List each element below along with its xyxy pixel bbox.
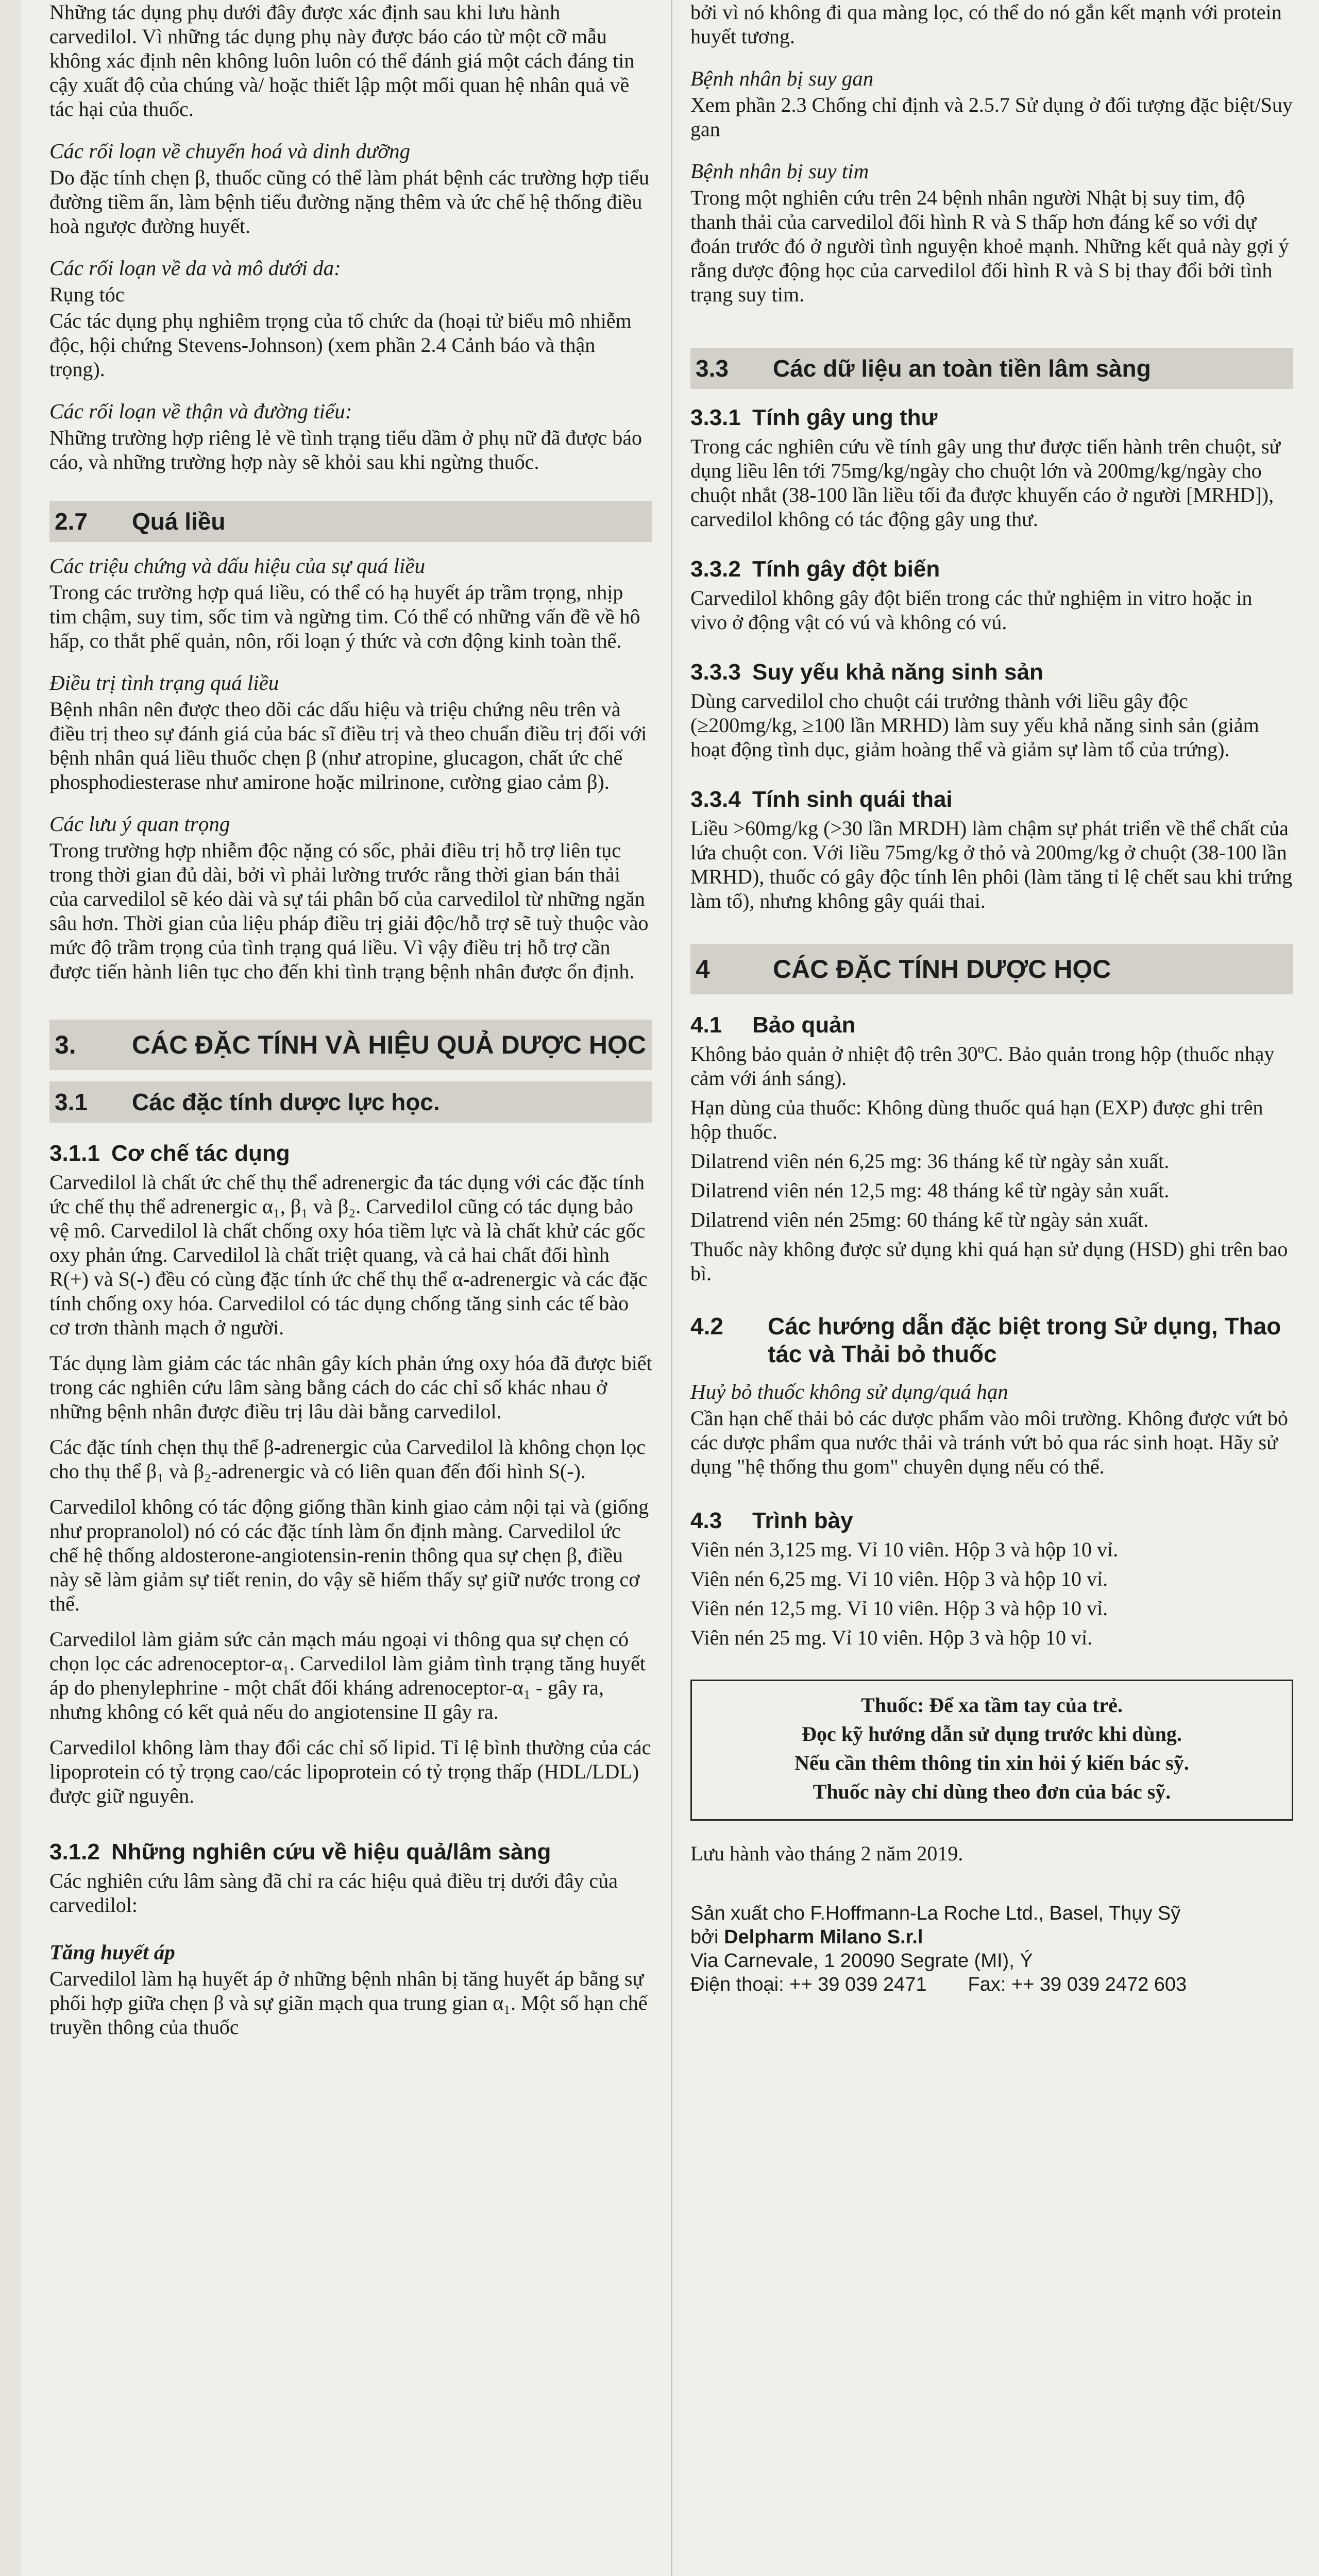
section-number: 3.3.3 <box>690 659 741 685</box>
liver-heading: Bệnh nhân bị suy gan <box>690 66 874 90</box>
overdose-treatment-heading: Điều trị tình trạng quá liều <box>49 671 279 694</box>
hypertension-heading: Tăng huyết áp <box>49 1940 175 1964</box>
section-title: Tính sinh quái thai <box>752 787 953 812</box>
section-number: 3.1.2 <box>49 1839 100 1865</box>
disposal-heading: Huỷ bỏ thuốc không sử dụng/quá hạn <box>690 1380 1008 1403</box>
mutagenicity-text: Carvedilol không gây đột biến trong các thử nghiệm in vitro hoặc in vivo ở động vật có vú và không có vú. <box>690 586 1253 634</box>
section-number: 3.3 <box>696 355 729 382</box>
section-title: Trình bày <box>752 1508 853 1533</box>
pack-item: Viên nén 3,125 mg. Vỉ 10 viên. Hộp 3 và hộp 10 vỉ. <box>690 1538 1119 1561</box>
section-number: 3.1.1 <box>49 1141 100 1166</box>
right-column <box>690 0 1293 1996</box>
section-3-1-1-heading <box>49 1140 652 1167</box>
warning-line: Thuốc: Để xa tầm tay của trẻ. <box>861 1693 1123 1717</box>
section-title: Tính gây ung thư <box>752 405 938 430</box>
clinical-intro: Các nghiên cứu lâm sàng đã chỉ ra các hiệu quả điều trị dưới đây của carvedilol: <box>49 1869 618 1917</box>
hsd-text: Thuốc này không được sử dụng khi quá hạn sử dụng (HSD) ghi trên bao bì. <box>690 1238 1288 1285</box>
manufacturer-name: Delpharm Milano S.r.l <box>724 1926 923 1948</box>
manufacturer-contact <box>690 1973 1293 1996</box>
shelf-life-item: Dilatrend viên nén 6,25 mg: 36 tháng kể từ ngày sản xuất. <box>690 1149 1170 1173</box>
expiry-text: Hạn dùng của thuốc: Không dùng thuốc quá hạn (EXP) được ghi trên hộp thuốc. <box>690 1096 1263 1143</box>
manufacturer-by-line <box>690 1925 1293 1949</box>
column-divider <box>671 0 672 2576</box>
pack-item: Viên nén 25 mg. Vỉ 10 viên. Hộp 3 và hộp 10 vỉ. <box>690 1626 1093 1649</box>
section-number: 3.3.4 <box>690 787 741 812</box>
section-3-3-3-heading <box>690 659 1293 686</box>
section-number: 3.3.2 <box>690 556 741 582</box>
liver-text: Xem phần 2.3 Chống chỉ định và 2.5.7 Sử dụng ở đối tượng đặc biệt/Suy gan <box>690 93 1293 141</box>
section-3-3-2-heading <box>690 556 1293 583</box>
section-number: 4.1 <box>690 1012 722 1038</box>
carcinogenicity-text: Trong các nghiên cứu về tính gây ung thư được tiến hành trên chuột, sử dụng liều lên tới 75mg/kg/ngày cho chuột lớn và 200mg/kg/ngày cho chuột nhắt (38-100 lần liều tối đa được khuyến cáo ở người [MRHD]), carvedilol không có tác động gây ung thư. <box>690 435 1281 531</box>
overdose-symptoms-text: Trong các trường hợp quá liều, có thể có hạ huyết áp trầm trọng, nhịp tim chậm, suy tim, sốc tim và ngừng tim. Có thể có những vấn đề về hô hấp, co thắt phế quản, nôn, rối loạn ý thức và cơn động kinh toàn thể. <box>49 581 640 652</box>
metabolism-text: Do đặc tính chẹn β, thuốc cũng có thể làm phát bệnh các trường hợp tiểu đường tiềm ẩn, làm bệnh tiểu đường nặng thêm và ức chế hệ thống điều hoà ngược đường huyết. <box>49 166 649 238</box>
section-3-1-2-heading <box>49 1839 652 1866</box>
section-title: Các dữ liệu an toàn tiền lâm sàng <box>773 355 1151 382</box>
section-2-7-heading <box>49 501 652 542</box>
scan-edge <box>0 0 21 2576</box>
section-3-heading <box>49 1020 652 1070</box>
heart-failure-text: Trong một nghiên cứu trên 24 bệnh nhân người Nhật bị suy tim, độ thanh thải của carvedilol đối hình R và S thấp hơn đáng kể so với dự đoán trước đó ở người tình nguyện khoẻ mạnh. Những kết quả này gợi ý rằng dược động học của carvedilol đối hình R và S bị thay đổi bởi tình trạng suy tim. <box>690 186 1289 306</box>
top-continuation-text: bởi vì nó không đi qua màng lọc, có thể do nó gắn kết mạnh với protein huyết tương. <box>690 1 1282 48</box>
section-3-1-heading <box>49 1081 652 1123</box>
fertility-text: Dùng carvedilol cho chuột cái trưởng thành với liều gây độc (≥200mg/kg, ≥100 lần MRHD) làm suy yếu khả năng sinh sản (giảm hoạt động tình dục, giảm hoàng thể và giảm sự làm tổ của trứng). <box>690 689 1259 761</box>
skin-heading: Các rối loạn về da và mô dưới da: <box>49 256 341 280</box>
warning-line: Đọc kỹ hướng dẫn sử dụng trước khi dùng. <box>802 1722 1182 1745</box>
manufacturer-fax: Fax: ++ 39 039 2472 603 <box>968 1974 1187 1995</box>
manufacturer-by: bởi <box>690 1926 724 1948</box>
caution-heading: Các lưu ý quan trọng <box>49 812 230 836</box>
section-number: 2.7 <box>55 508 88 535</box>
mechanism-paragraph-1: Carvedilol là chất ức chế thụ thể adrenergic đa tác dụng với các đặc tính ức chế thụ thể adrenergic α₁, β₁ và β₂. Carvedilol cũng có tác dụng bảo vệ mô. Carvedilol là chất chống oxy hóa tiềm lực và là chất khử các gốc oxy phản ứng. Carvedilol là chất triệt quang, và cả hai chất đối hình R(+) và S(-) đều có cùng đặc tính ức chế thụ thể α-adrenergic và các đặc tính chống oxy hóa. Carvedilol có tác dụng chống tăng sinh các tế bào cơ trơn thành mạch ở người. <box>49 1171 648 1339</box>
section-number: 4.2 <box>690 1313 723 1340</box>
section-title: Tính gây đột biến <box>752 556 940 582</box>
storage-text: Không bảo quản ở nhiệt độ trên 30ºC. Bảo quản trong hộp (thuốc nhạy cảm với ánh sáng). <box>690 1042 1275 1090</box>
metabolism-heading: Các rối loạn về chuyển hoá và dinh dưỡng <box>49 139 411 163</box>
mechanism-paragraph-6: Carvedilol không làm thay đổi các chỉ số lipid. Tỉ lệ bình thường của các lipoprotein có tỷ trọng cao/các lipoprotein có tỷ trọng thấp (HDL/LDL) được giữ nguyên. <box>49 1736 651 1807</box>
shelf-life-item: Dilatrend viên nén 25mg: 60 tháng kể từ ngày sản xuất. <box>690 1208 1149 1231</box>
renal-heading: Các rối loạn về thận và đường tiểu: <box>49 399 352 423</box>
shelf-life-item: Dilatrend viên nén 12,5 mg: 48 tháng kể từ ngày sản xuất. <box>690 1179 1170 1202</box>
manufacturer-address: Via Carnevale, 1 20090 Segrate (MI), Ý <box>690 1950 1033 1972</box>
disposal-text: Cần hạn chế thải bỏ các dược phẩm vào môi trường. Không được vứt bỏ các dược phẩm qua nước thải và tránh vứt bỏ qua rác sinh hoạt. Hãy sử dụng "hệ thống thu gom" chuyên dụng nếu có thể. <box>690 1406 1288 1478</box>
section-number: 4 <box>696 955 710 984</box>
section-3-3-1-heading <box>690 404 1293 431</box>
section-title: Các hướng dẫn đặc biệt trong Sử dụng, Thao tác và Thải bỏ thuốc <box>768 1313 1281 1367</box>
overdose-symptoms-heading: Các triệu chứng và dấu hiệu của sự quá liều <box>49 554 426 578</box>
skin-text: Các tác dụng phụ nghiêm trọng của tổ chức da (hoại tử biểu mô nhiễm độc, hội chứng Stevens-Johnson) (xem phần 2.4 Cảnh báo và thận trọng). <box>49 309 632 381</box>
section-4-heading <box>690 944 1293 994</box>
section-title: Cơ chế tác dụng <box>111 1141 290 1166</box>
section-title: Bảo quản <box>752 1012 856 1038</box>
teratogenicity-text: Liều >60mg/kg (>30 lần MRDH) làm chậm sự phát triển về thể chất của lứa chuột con. Với liều 75mg/kg ở thỏ và 200mg/kg ở chuột (38-100 lần MRHD), thuốc có gây độc tính lên phôi (làm tăng tỉ lệ chết sau khi trứng làm tổ), nhưng không gây quái thai. <box>690 817 1293 912</box>
left-column <box>49 0 652 2044</box>
mechanism-paragraph-5: Carvedilol làm giảm sức cản mạch máu ngoại vi thông qua sự chẹn có chọn lọc các adrenoceptor-α₁. Carvedilol làm giảm tình trạng tăng huyết áp do phenylephrine - một chất đối kháng adrenoceptor-α₁ - gây ra, nhưng không có kết quả nếu do angiotensine II gây ra. <box>49 1628 646 1723</box>
warning-box <box>690 1680 1293 1821</box>
section-title: Quá liều <box>132 508 226 535</box>
section-title: CÁC ĐẶC TÍNH DƯỢC HỌC <box>773 955 1111 984</box>
mechanism-paragraph-4: Carvedilol không có tác động giống thần kinh giao cảm nội tại và (giống như propranolol) nó có các đặc tính làm ổn định màng. Carvedilol ức chế hệ thống aldosterone-angiotensin-renin thông qua sự chẹn β, điều này sẽ làm giảm sự tiết renin, do vậy sẽ hiếm thấy sự giữ nước trong cơ thể. <box>49 1495 649 1615</box>
section-3-3-4-heading <box>690 786 1293 813</box>
section-4-2-heading <box>690 1312 1293 1368</box>
section-number: 4.3 <box>690 1508 722 1533</box>
warning-line: Thuốc này chỉ dùng theo đơn của bác sỹ. <box>813 1780 1171 1803</box>
circulation-date: Lưu hành vào tháng 2 năm 2019. <box>690 1842 963 1865</box>
section-4-3-heading <box>690 1507 1293 1534</box>
section-3-3-heading <box>690 348 1293 389</box>
section-title: Những nghiên cứu về hiệu quả/lâm sàng <box>111 1839 551 1865</box>
section-title: Suy yếu khả năng sinh sản <box>752 659 1043 685</box>
overdose-treatment-text: Bệnh nhân nên được theo dõi các dấu hiệu và triệu chứng nêu trên và điều trị theo sự đánh giá của bác sĩ điều trị và theo chuẩn điều trị đối với bệnh nhân quá liều thuốc chẹn β (như atropine, glucagon, chất ức chế phosphodiesterase như amirone hoặc milrinone, cường giao cảm β). <box>49 698 647 793</box>
section-number: 3.3.1 <box>690 405 741 430</box>
intro-paragraph: Những tác dụng phụ dưới đây được xác định sau khi lưu hành carvedilol. Vì những tác dụng phụ này được báo cáo từ một cỡ mẫu không xác định nên không luôn luôn có thể đánh giá một cách đáng tin cậy xuất độ của chúng và/ hoặc thiết lập một mối quan hệ nhân quả về tác hại của thuốc. <box>49 1 635 121</box>
heart-failure-heading: Bệnh nhân bị suy tim <box>690 159 869 183</box>
manufacturer-line: Sản xuất cho F.Hoffmann-La Roche Ltd., Basel, Thụy Sỹ <box>690 1903 1181 1924</box>
mechanism-paragraph-2: Tác dụng làm giảm các tác nhân gây kích phản ứng oxy hóa đã được biết trong các nghiên cứu lâm sàng bằng cách do các chỉ số khác nhau ở những bệnh nhân được điều trị lâu dài bằng carvedilol. <box>49 1351 652 1423</box>
hypertension-text: Carvedilol làm hạ huyết áp ở những bệnh nhân bị tăng huyết áp bằng sự phối hợp giữa chẹn β và sự giãn mạch qua trung gian α₁. Một số hạn chế truyền thông của thuốc <box>49 1967 648 2039</box>
manufacturer-phone: Điện thoại: ++ 39 039 2471 <box>690 1974 927 1995</box>
renal-text: Những trường hợp riêng lẻ về tình trạng tiểu dầm ở phụ nữ đã được báo cáo, và những trường hợp này sẽ khỏi sau khi ngừng thuốc. <box>49 426 642 473</box>
section-4-1-heading <box>690 1012 1293 1039</box>
section-title: Các đặc tính dược lực học. <box>132 1089 440 1115</box>
caution-text: Trong trường hợp nhiễm độc nặng có sốc, phải điều trị hỗ trợ liên tục trong thời gian đủ dài, bởi vì phải lường trước rằng thời gian bán thải của carvedilol sẽ kéo dài và sự tái phân bố của carvedilol từ những ngăn sâu hơn. Thời gian của liệu pháp điều trị giải độc/hỗ trợ sẽ tuỳ thuộc vào mức độ trầm trọng của tình trạng quá liều. Vì vậy điều trị hỗ trợ cần được tiến hành liên tục cho đến khi tình trạng bệnh nhân được ổn định. <box>49 839 649 983</box>
section-title: CÁC ĐẶC TÍNH VÀ HIỆU QUẢ DƯỢC HỌC <box>132 1030 647 1059</box>
section-number: 3.1 <box>55 1089 88 1115</box>
skin-hair-loss: Rụng tóc <box>49 283 125 306</box>
pack-item: Viên nén 12,5 mg. Vỉ 10 viên. Hộp 3 và hộp 10 vỉ. <box>690 1597 1108 1620</box>
mechanism-paragraph-3: Các đặc tính chẹn thụ thể β-adrenergic của Carvedilol là không chọn lọc cho thụ thể β₁ và β₂-adrenergic và có liên quan đến đối hình S(-). <box>49 1435 646 1483</box>
section-number: 3. <box>55 1030 76 1059</box>
warning-line: Nếu cần thêm thông tin xin hỏi ý kiến bác sỹ. <box>794 1751 1189 1774</box>
pack-item: Viên nén 6,25 mg. Vỉ 10 viên. Hộp 3 và hộp 10 vỉ. <box>690 1567 1108 1590</box>
